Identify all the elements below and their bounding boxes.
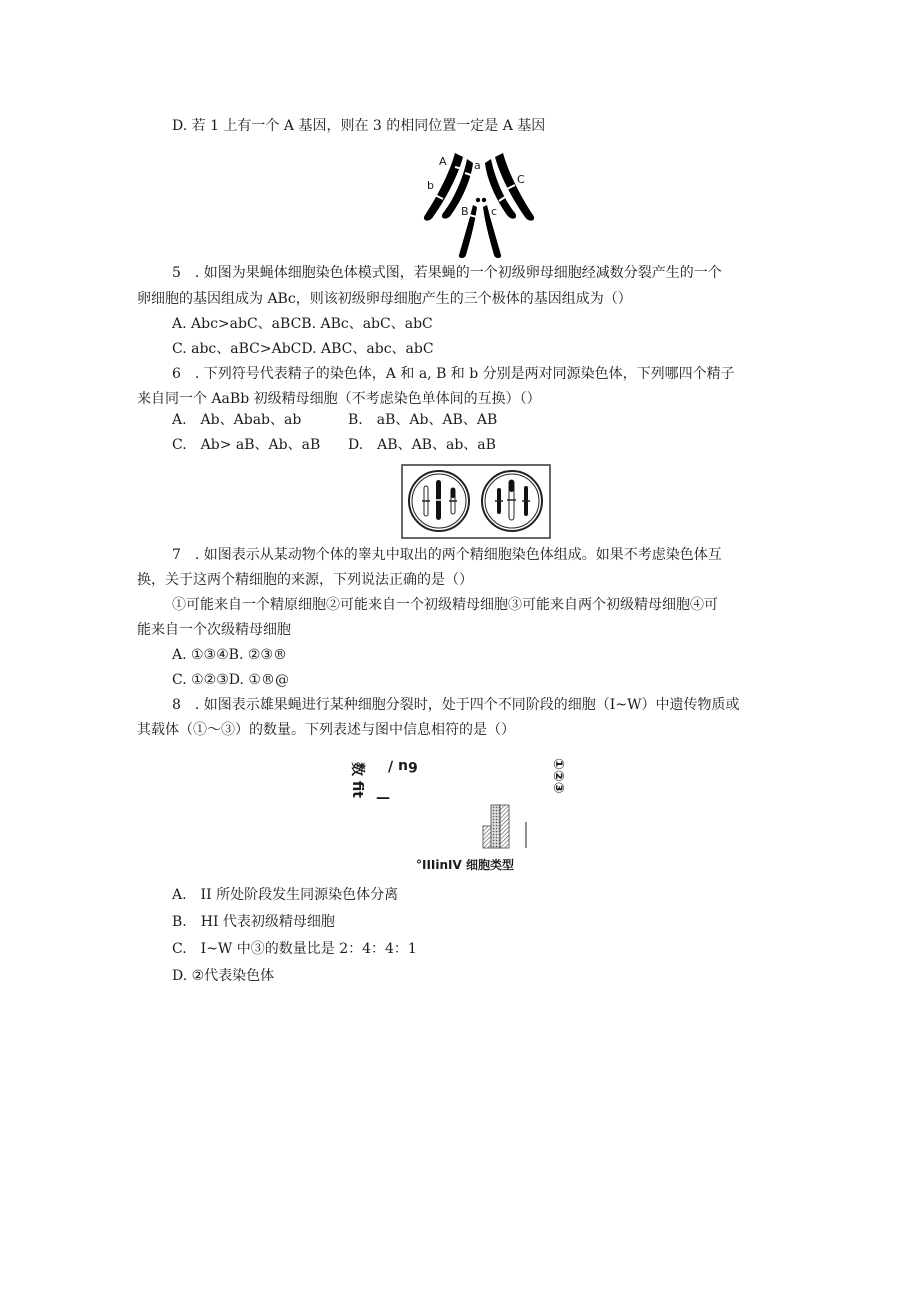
q7-options-line2: C. ①②③D. ①®@ (172, 672, 289, 688)
q7-stem-line4: 能来自一个次级精母细胞 (137, 622, 291, 638)
q7-options-line1: A. ①③④B. ②③® (172, 647, 287, 663)
chart-axis-text-1: 数 fit (349, 762, 365, 798)
q6-option-a: A. Ab、Abab、ab (172, 412, 302, 428)
chart-axis-text-3: — (376, 790, 390, 806)
q4-option-d: D. 若 1 上有一个 A 基因，则在 3 的相同位置一定是 A 基因 (172, 118, 546, 134)
q8-option-c: C. I~W 中③的数量比是 2：4：4：1 (172, 941, 417, 957)
q6-option-c: C. Ab> aB、Ab、aB (172, 437, 321, 453)
chart-caption: °IIIinIV 细胞类型 (416, 858, 514, 872)
q8-option-b: B. HI 代表初级精母细胞 (172, 914, 335, 930)
q7-stem-line2: 换，关于这两个精细胞的来源，下列说法正确的是（） (137, 572, 473, 588)
chart-axis-text-2: 6u / (388, 758, 418, 774)
q5-options-line2: C. abc、aBC>AbCD. ABC、abc、abC (172, 341, 434, 357)
q8-option-d: D. ②代表染色体 (172, 968, 275, 984)
q5-options-line1: A. Abc>abC、aBCB. ABc、abC、abC (172, 316, 433, 332)
q6-options-row1 (172, 411, 772, 429)
chromosome-figure (415, 145, 545, 260)
q6-option-d: D. AB、AB、ab、aB (348, 437, 496, 453)
gene-label-c: c (491, 205, 498, 218)
chart-bar-1 (483, 826, 491, 848)
q6-stem-line2: 来自同一个 AaBb 初级精母细胞（不考虑染色单体间的互换）（） (137, 391, 541, 407)
q6-options-row2 (172, 436, 772, 454)
sperm-cells-figure (401, 464, 551, 539)
chart-bar-3 (500, 805, 509, 848)
q5-stem-line1: 5 . 如图为果蝇体细胞染色体模式图，若果蝇的一个初级卵母细胞经减数分裂产生的一个 (172, 265, 722, 281)
q6-option-b: B. aB、Ab、AB、AB (348, 412, 498, 428)
chart-bar-2 (491, 805, 500, 848)
q6-stem-line1: 6 . 下列符号代表精子的染色体，A 和 a, B 和 b 分别是两对同源染色体，下列哪四个精子 (172, 366, 735, 382)
cell-stage-chart (340, 748, 580, 874)
q8-stem-line2: 其载体（①～③）的数量。下列表述与图中信息相符的是（） (137, 722, 515, 738)
chart-legend: ①②③ (550, 758, 566, 794)
gene-label-a: a (474, 159, 481, 172)
q7-stem-line1: 7 . 如图表示从某动物个体的睾丸中取出的两个精细胞染色体组成。如果不考虑染色体互 (172, 547, 722, 563)
q8-stem-line1: 8 . 如图表示雄果蝇进行某种细胞分裂时，处于四个不同阶段的细胞（I~W）中遗传物质或 (172, 697, 740, 713)
gene-label-C: C (517, 173, 525, 186)
q5-stem-line2: 卵细胞的基因组成为 ABc，则该初级卵母细胞产生的三个极体的基因组成为（） (137, 291, 632, 307)
gene-label-B: B (461, 205, 469, 218)
gene-label-A: A (439, 155, 447, 168)
q8-option-a: A. II 所处阶段发生同源染色体分离 (172, 887, 399, 903)
gene-label-b: b (427, 179, 434, 192)
q7-stem-line3: ①可能来自一个精原细胞②可能来自一个初级精母细胞③可能来自两个初级精母细胞④可 (172, 597, 718, 613)
